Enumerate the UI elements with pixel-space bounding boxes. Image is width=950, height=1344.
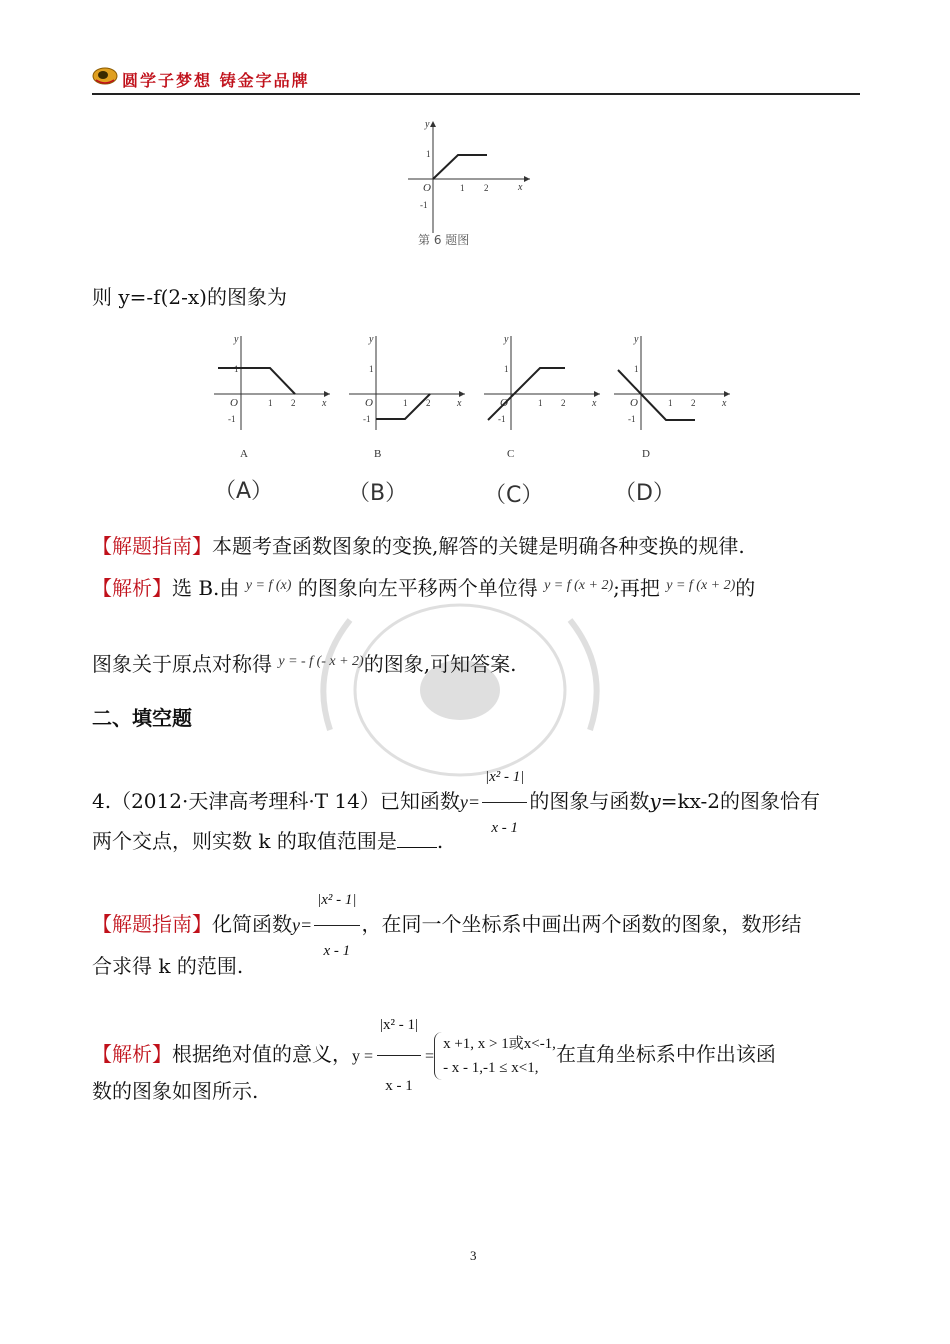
option-c-label: （C） xyxy=(484,483,544,508)
analysis-1-text-5: 图象关于原点对称得 xyxy=(92,652,272,676)
svg-text:-1: -1 xyxy=(363,414,371,424)
fraction-numerator: |x² - 1| xyxy=(377,995,421,1056)
analysis-2-text-3: 数的图象如图所示. xyxy=(92,1079,259,1103)
math-y-fx: y = f (x) xyxy=(245,578,292,593)
guide-2-line-2 xyxy=(92,954,243,978)
question-4-end: . xyxy=(436,829,444,853)
svg-text:O: O xyxy=(500,397,508,409)
option-d-label: （D） xyxy=(614,481,675,506)
svg-text:O: O xyxy=(630,397,638,409)
svg-text:O: O xyxy=(365,397,373,409)
fraction-numerator: |x² - 1| xyxy=(482,752,527,803)
svg-text:1: 1 xyxy=(668,398,673,408)
guide-1-tag: 【解题指南】 xyxy=(92,534,212,558)
svg-text:-1: -1 xyxy=(420,200,428,210)
svg-text:2: 2 xyxy=(691,398,696,408)
analysis-1-line-2 xyxy=(92,650,516,676)
figure-6-caption: 第 6 题图 xyxy=(418,233,470,247)
header-slogan: 圆学子梦想 铸金字品牌 xyxy=(122,71,310,90)
svg-text:2: 2 xyxy=(484,183,489,193)
svg-text:x: x xyxy=(592,398,597,409)
piecewise-case-2: - x - 1,-1 ≤ x<1, xyxy=(443,1059,539,1076)
guide-2-tag: 【解题指南】 xyxy=(92,912,212,936)
analysis-2-tag: 【解析】 xyxy=(92,1042,172,1066)
question-4-y-eq: y= xyxy=(459,792,480,812)
svg-text:x: x xyxy=(518,182,523,193)
answer-blank xyxy=(397,829,437,848)
fraction-numerator: |x² - 1| xyxy=(314,875,359,926)
analysis-1-text-2: 的图象向左平移两个单位得 xyxy=(297,576,538,600)
svg-text:-1: -1 xyxy=(228,414,236,424)
option-c-letter: C xyxy=(507,448,515,460)
svg-text:-1: -1 xyxy=(498,414,506,424)
piecewise-cases xyxy=(434,1032,556,1080)
question-4-line-2 xyxy=(92,829,443,853)
analysis-1-text-6: 的图象,可知答案. xyxy=(363,652,517,676)
logo-icon xyxy=(92,66,118,86)
option-b-label: （B） xyxy=(348,481,408,506)
question-4-func-rest: =kx-2的图象恰有 xyxy=(660,789,820,813)
guide-2-text-2: ，在同一个坐标系中画出两个函数的图象，数形结 xyxy=(361,912,802,936)
guide-2-fraction xyxy=(314,875,359,976)
question-4-text-2: 两个交点，则实数 k 的取值范围是 xyxy=(92,829,397,853)
option-b-letter: B xyxy=(374,448,382,460)
svg-text:-1: -1 xyxy=(628,414,636,424)
svg-text:x: x xyxy=(457,398,462,409)
guide-2-y-eq: y= xyxy=(292,915,313,935)
analysis-2-fraction xyxy=(377,995,421,1116)
watermark-seal xyxy=(290,580,630,780)
page-number: 3 xyxy=(470,1248,477,1263)
figure-6-graph xyxy=(400,115,540,245)
question-4-fraction xyxy=(482,752,527,853)
svg-text:y: y xyxy=(369,334,374,345)
guide-2-text-3: 合求得 k 的范围. xyxy=(92,954,244,978)
piecewise-case-1: x +1, x > 1或x<-1, xyxy=(443,1035,556,1052)
analysis-2-text-1: 根据绝对值的意义， xyxy=(172,1042,352,1066)
option-a-label: （A） xyxy=(214,479,274,504)
math-y-fx2: y = f (x + 2) xyxy=(544,578,614,593)
svg-text:2: 2 xyxy=(291,398,296,408)
svg-text:y: y xyxy=(634,334,639,345)
option-a-graph xyxy=(208,330,338,435)
fraction-denominator: x - 1 xyxy=(491,820,519,836)
guide-1-text: 本题考查函数图象的变换,解答的关键是明确各种变换的规律. xyxy=(212,534,745,558)
fraction-denominator: x - 1 xyxy=(385,1078,413,1094)
analysis-2-eq: = xyxy=(425,1048,435,1065)
svg-text:O: O xyxy=(230,397,238,409)
svg-text:O: O xyxy=(423,182,431,194)
math-y-fx2-b: y = f (x + 2) xyxy=(666,578,736,593)
svg-text:y: y xyxy=(504,334,509,345)
svg-text:x: x xyxy=(322,398,327,409)
option-b-graph xyxy=(343,330,473,435)
guide-1 xyxy=(92,534,745,558)
svg-text:1: 1 xyxy=(234,364,239,374)
svg-text:1: 1 xyxy=(460,183,465,193)
question-4-mid: 的图象与函数 xyxy=(529,789,650,813)
svg-text:x: x xyxy=(722,398,727,409)
svg-text:2: 2 xyxy=(561,398,566,408)
option-a-letter: A xyxy=(240,448,248,460)
analysis-1-text-4: 的 xyxy=(735,576,756,600)
option-d-letter: D xyxy=(642,448,650,460)
svg-text:y: y xyxy=(425,119,430,130)
svg-text:1: 1 xyxy=(268,398,273,408)
question-4-func-y: y xyxy=(649,789,661,813)
header-divider xyxy=(92,93,860,95)
svg-text:1: 1 xyxy=(504,364,509,374)
question-text: 则 y=-f(2-x)的图象为 xyxy=(92,285,287,309)
analysis-2-line-2 xyxy=(92,1079,258,1103)
fraction-denominator: x - 1 xyxy=(323,943,351,959)
guide-2-text-1: 化简函数 xyxy=(212,912,292,936)
analysis-1-line-1 xyxy=(92,574,755,600)
analysis-2-y-eq: y = xyxy=(352,1048,374,1065)
section-heading: 二、填空题 xyxy=(92,706,192,730)
svg-text:2: 2 xyxy=(426,398,431,408)
svg-text:1: 1 xyxy=(538,398,543,408)
analysis-1-text-3: ;再把 xyxy=(613,576,660,600)
analysis-2-text-2: 在直角坐标系中作出该函 xyxy=(555,1042,776,1066)
svg-text:1: 1 xyxy=(426,149,431,159)
option-d-graph xyxy=(608,330,738,435)
svg-text:1: 1 xyxy=(403,398,408,408)
svg-text:y: y xyxy=(234,334,239,345)
svg-text:1: 1 xyxy=(369,364,374,374)
analysis-1-text-1: 选 B.由 xyxy=(172,576,240,600)
option-c-graph xyxy=(478,330,608,435)
analysis-1-tag: 【解析】 xyxy=(92,576,172,600)
math-y-neg-f: y = - f (- x + 2) xyxy=(278,654,364,669)
question-4-prefix: 4.（2012·天津高考理科·T 14）已知函数 xyxy=(92,789,460,813)
svg-text:1: 1 xyxy=(634,364,639,374)
